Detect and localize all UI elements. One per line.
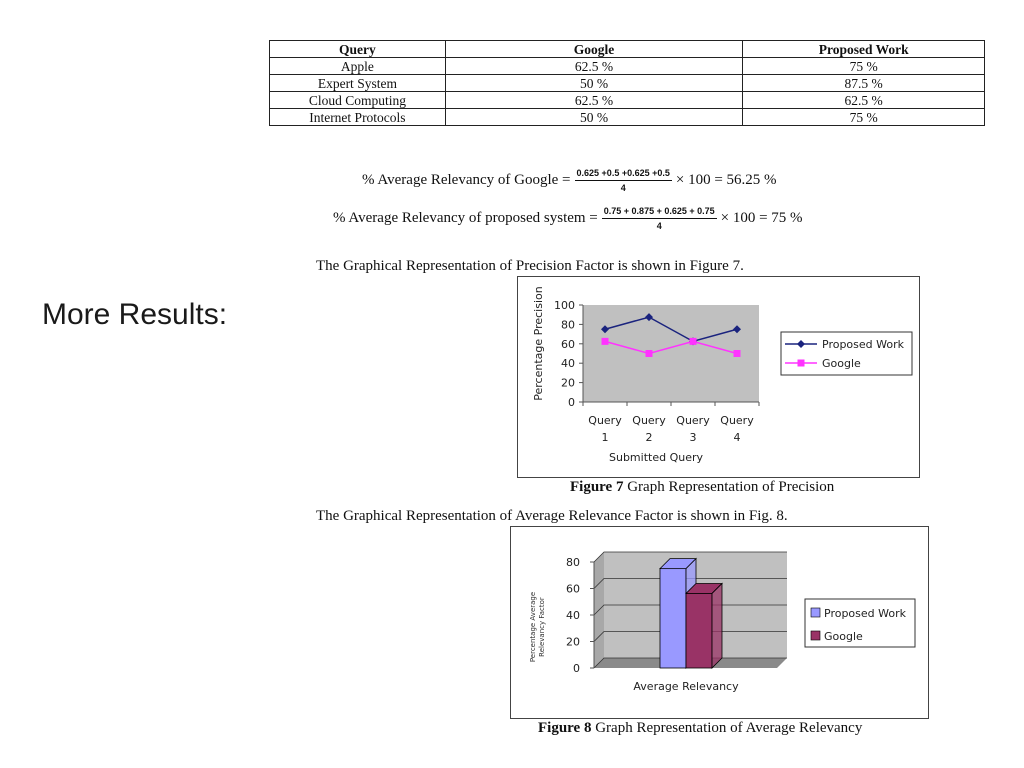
- legend-marker: [798, 360, 805, 367]
- y-tick-label: 40: [561, 357, 575, 371]
- legend-label: Proposed Work: [822, 338, 904, 351]
- y-tick-label: 60: [566, 582, 580, 596]
- table-cell: Internet Protocols: [270, 109, 446, 126]
- table-row: [270, 109, 985, 126]
- figure7-text: Graph Representation of Precision: [627, 479, 835, 495]
- formula-proposed-rhs: × 100 = 75 %: [720, 210, 803, 226]
- table-row: [270, 58, 985, 75]
- relevance-chart-svg: [511, 527, 928, 718]
- figure7-caption: [570, 479, 834, 496]
- formula-proposed-numerator: 0.75 + 0.875 + 0.625 + 0.75: [602, 206, 717, 219]
- table-cell: 62.5 %: [445, 58, 743, 75]
- data-point-google: [690, 338, 697, 345]
- precision-chart: [517, 276, 920, 478]
- y-tick-label: 60: [561, 337, 575, 351]
- x-axis-label: Average Relevancy: [633, 680, 739, 693]
- x-tick-label: Query 2: [632, 414, 666, 444]
- precision-chart-svg: [518, 277, 919, 477]
- header-google: Google: [445, 41, 743, 58]
- formula-proposed: [333, 206, 803, 231]
- figure7-label: Figure 7: [570, 479, 624, 495]
- formula-google-numerator: 0.625 +0.5 +0.625 +0.5: [575, 168, 672, 181]
- legend-label: Proposed Work: [824, 607, 906, 620]
- relevance-intro: The Graphical Representation of Average Relevance Factor is shown in Fig. 8.: [316, 508, 788, 524]
- figure8-label: Figure 8: [538, 720, 592, 736]
- legend-swatch: [811, 631, 820, 640]
- x-tick-label: Query 4: [720, 414, 754, 444]
- y-tick-label: 80: [561, 318, 575, 332]
- results-table: [269, 40, 985, 126]
- slide-title: More Results:: [42, 298, 228, 331]
- y-tick-label: 80: [566, 556, 580, 569]
- data-point-google: [602, 338, 609, 345]
- formula-proposed-fraction: [602, 206, 717, 231]
- x-tick-label: Query 1: [588, 414, 622, 444]
- table-row: [270, 92, 985, 109]
- table-cell: Apple: [270, 58, 446, 75]
- precision-intro: The Graphical Representation of Precision Factor is shown in Figure 7.: [316, 258, 744, 274]
- formula-google-rhs: × 100 = 56.25 %: [675, 172, 777, 188]
- figure8-text: Graph Representation of Average Relevancy: [595, 720, 863, 736]
- table-cell: 87.5 %: [743, 75, 985, 92]
- table-cell: 62.5 %: [445, 92, 743, 109]
- formula-google: [362, 168, 777, 193]
- header-query: Query: [270, 41, 446, 58]
- legend-swatch: [811, 608, 820, 617]
- y-axis-label: Percentage AverageRelevancy Factor: [529, 591, 546, 663]
- y-tick-label: 100: [554, 299, 575, 312]
- y-tick-label: 0: [568, 396, 575, 409]
- data-point-google: [734, 350, 741, 357]
- legend-label: Google: [824, 630, 863, 643]
- table-cell: 62.5 %: [743, 92, 985, 109]
- y-tick-label: 20: [566, 635, 580, 649]
- legend-label: Google: [822, 357, 861, 370]
- formula-google-fraction: [575, 168, 672, 193]
- plot-area: [583, 305, 759, 402]
- table-cell: 75 %: [743, 58, 985, 75]
- y-tick-label: 40: [566, 609, 580, 622]
- x-tick-label: Query 3: [676, 414, 710, 444]
- y-tick-label: 0: [573, 662, 580, 675]
- table-cell: 75 %: [743, 109, 985, 126]
- relevance-chart: [510, 526, 929, 719]
- table-cell: 50 %: [445, 75, 743, 92]
- y-tick-label: 20: [561, 376, 575, 390]
- table-cell: Cloud Computing: [270, 92, 446, 109]
- table-cell: 50 %: [445, 109, 743, 126]
- header-proposed: Proposed Work: [743, 41, 985, 58]
- y-axis-label: Percentage Precision: [532, 286, 545, 401]
- table-row: [270, 75, 985, 92]
- formula-google-lhs: % Average Relevancy of Google =: [362, 172, 571, 188]
- bar-google: [686, 593, 712, 668]
- formula-proposed-lhs: % Average Relevancy of proposed system =: [333, 210, 598, 226]
- figure8-caption: [538, 720, 862, 737]
- table-header-row: [270, 41, 985, 58]
- bar-side-google: [712, 583, 722, 668]
- table-cell: Expert System: [270, 75, 446, 92]
- x-axis-label: Submitted Query: [608, 451, 704, 464]
- data-point-google: [646, 350, 653, 357]
- formula-google-denominator: 4: [620, 183, 626, 193]
- bar-proposed-work: [660, 569, 686, 668]
- formula-proposed-denominator: 4: [656, 221, 662, 231]
